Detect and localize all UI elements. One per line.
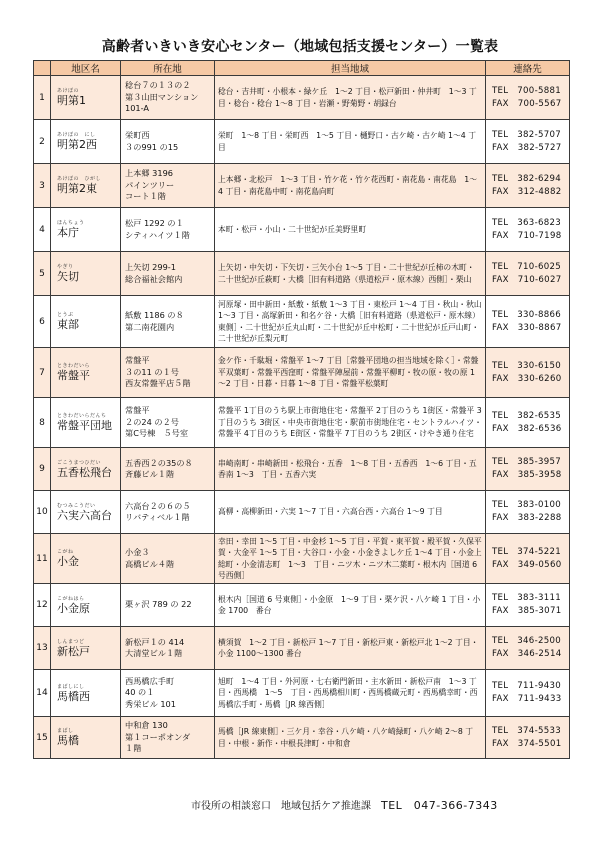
- address-line: 松戸 1292 の１: [125, 218, 184, 228]
- district-ruby: ごこうまつひだい: [57, 459, 102, 466]
- table-row: [34, 448, 570, 491]
- fax-number: FAX 382-5727: [492, 142, 562, 153]
- area-cell: 高柳・高柳新田・六実 1～7 丁目・六高台西・六高台 1～9 丁目: [215, 491, 486, 534]
- district-cell: [51, 76, 121, 120]
- district-name: 小金原: [57, 601, 90, 615]
- tel-number: TEL 383-0100: [492, 500, 562, 510]
- contact-cell: [486, 670, 570, 717]
- district-name: 常盤平団地: [57, 419, 112, 432]
- fax-number: FAX 330-6260: [492, 373, 562, 384]
- address-line: 小金３: [125, 547, 150, 557]
- contact-cell: [486, 534, 570, 584]
- address-line: 紙敷 1186 の８: [125, 310, 184, 320]
- address-cell: [121, 252, 215, 296]
- tel-number: TEL 382-5707: [492, 129, 562, 140]
- area-cell: 根木内［国道 6 号東側］・小金原 1～9 丁目・栗ケ沢・八ケ崎 1 丁目・小金 1700 番台: [215, 584, 486, 627]
- fax-number: FAX 374-5501: [492, 738, 562, 749]
- district-ruby: やぎり: [57, 264, 74, 270]
- contact-cell: [486, 448, 570, 491]
- district-name: 新松戸: [57, 644, 90, 658]
- fax-number: FAX 711-9433: [492, 694, 562, 704]
- address-line: 栄町西: [125, 130, 150, 140]
- address-line: 第１コーポオンダ: [125, 731, 191, 742]
- row-number: 6: [34, 296, 51, 348]
- address-line: 六高台２の６の５: [125, 500, 191, 511]
- address-cell: [121, 491, 215, 534]
- fax-number: FAX 700-5567: [492, 98, 562, 109]
- row-number: 4: [34, 208, 51, 252]
- address-cell: [121, 627, 215, 670]
- address-cell: [121, 76, 215, 120]
- footer-phone: TEL 047-366-7343: [381, 799, 498, 812]
- address-cell: [121, 120, 215, 164]
- table-row: [34, 717, 570, 759]
- district-cell: [51, 120, 121, 164]
- area-cell: 稔台・吉井町・小根本・緑ケ丘 1～2 丁目・松戸新田・仲井町 1～3 丁目・稔台・稔台 1～8 丁目・岩瀬・野菊野・胡録台: [215, 76, 486, 120]
- table-row: [34, 627, 570, 670]
- fax-number: FAX 349-0560: [492, 559, 562, 570]
- row-number: 9: [34, 448, 51, 491]
- contact-cell: [486, 584, 570, 627]
- district-ruby: ときわだいら: [57, 363, 91, 369]
- district-ruby: こがね: [57, 549, 74, 555]
- address-line: シティハイツ１階: [125, 229, 190, 240]
- table-row: [34, 164, 570, 208]
- page-title: 高齢者いきいき安心センター（地域包括支援センター）一覧表: [101, 39, 499, 55]
- table-row: [34, 398, 570, 448]
- address-line: リバティベル１階: [125, 512, 190, 522]
- tel-number: TEL 710-6025: [492, 261, 562, 272]
- area-cell: 河原塚・田中新田・紙敷・紙敷 1～3 丁目・東松戸 1～4 丁目・秋山・秋山 1～3 丁目・高塚新田・和名ケ谷・大橋［旧有料道路（県道松戸・原木線）東側］・二十世紀が丘丸山町・二十世紀が丘中松町・二十世紀が丘戸山町・二十世紀が丘梨元町: [215, 296, 486, 348]
- district-name: 六実六高台: [57, 508, 112, 522]
- district-cell: [51, 448, 121, 491]
- contact-cell: [486, 296, 570, 348]
- address-line: 斉藤ビル１階: [125, 469, 175, 479]
- address-line: 西馬橋広手町: [125, 675, 175, 686]
- district-name: 馬橋西: [57, 689, 90, 703]
- district-cell: [51, 164, 121, 208]
- contact-cell: [486, 398, 570, 448]
- district-ruby: ほんちょう: [57, 220, 85, 226]
- address-cell: [121, 717, 215, 759]
- row-number: 11: [34, 534, 51, 584]
- district-ruby: こがねはら: [57, 595, 85, 602]
- address-line: 第二南花園内: [125, 321, 175, 332]
- address-line: 五香西２の35の８: [125, 457, 193, 468]
- district-name: 東部: [57, 318, 79, 331]
- address-line: 秀栄ビル 101: [125, 698, 176, 709]
- district-cell: [51, 252, 121, 296]
- header-no: [34, 61, 51, 76]
- table-body: [34, 76, 570, 759]
- address-cell: [121, 584, 215, 627]
- table-row: [34, 76, 570, 120]
- area-cell: 常盤平 1丁目のうち駅上市街地住宅・常盤平 2丁目のうち 1街区・常盤平 3丁目のうち 3街区・中央市街地住宅・駅前市街地住宅・セントラルハイツ・常盤平 4丁目のうち E街区・常盤平 7丁目のうち 2街区・けやき通り住宅: [215, 398, 486, 448]
- fax-number: FAX 330-8867: [492, 322, 562, 333]
- district-ruby: まばしにし: [57, 683, 85, 690]
- district-ruby: ときわだいらだんち: [57, 413, 107, 419]
- tel-number: TEL 382-6294: [492, 173, 562, 184]
- row-number: 13: [34, 627, 51, 670]
- tel-number: TEL 330-8866: [492, 309, 562, 320]
- district-name: 本庁: [57, 226, 79, 239]
- address-line: パインツリー: [125, 179, 175, 190]
- contact-cell: [486, 208, 570, 252]
- district-cell: [51, 296, 121, 348]
- district-ruby: あけぼの: [57, 88, 80, 94]
- district-name: 矢切: [57, 270, 79, 283]
- area-cell: 横須賀 1～2 丁目・新松戸 1～7 丁目・新松戸東・新松戸北 1～2 丁目・小金 1100～1300 番台: [215, 627, 486, 670]
- address-line: １階: [125, 743, 142, 754]
- table-row: [34, 534, 570, 584]
- area-cell: 旭町 1～4 丁目・外河原・七右衛門新田・主水新田・新松戸南 1～3 丁目・西馬橋 1～5 丁目・西馬橋相川町・西馬橋蔵元町・西馬橋幸町・西馬橋広手町・馬橋［JR 線西側］: [215, 670, 486, 717]
- address-line: 栗ヶ沢 789 の 22: [125, 599, 192, 610]
- address-line: 常盤平: [125, 405, 150, 416]
- area-cell: 栄町 1～8 丁目・栄町西 1～5 丁目・樋野口・古ケ崎・古ケ崎 1～4 丁目: [215, 120, 486, 164]
- footer-text: 市役所の相談窓口 地域包括ケア推進課: [191, 801, 371, 812]
- area-cell: 上本郷・北松戸 1～3 丁目・竹ケ花・竹ケ花西町・南花島・南花島 1～4 丁目・南花島中町・南花島向町: [215, 164, 486, 208]
- address-line: 上矢切 299-1: [125, 262, 176, 272]
- address-cell: [121, 448, 215, 491]
- address-line: ２の24 の２号: [125, 416, 179, 427]
- district-name: 馬橋: [57, 734, 79, 747]
- district-cell: [51, 534, 121, 584]
- row-number: 5: [34, 252, 51, 296]
- row-number: 2: [34, 120, 51, 164]
- address-cell: [121, 398, 215, 448]
- district-name: 明第1: [57, 94, 86, 107]
- district-cell: [51, 208, 121, 252]
- row-number: 10: [34, 491, 51, 534]
- table-row: [34, 584, 570, 627]
- district-cell: [51, 670, 121, 717]
- address-cell: [121, 296, 215, 348]
- area-cell: 上矢切・中矢切・下矢切・三矢小台 1～5 丁目・二十世紀が丘柿の木町・二十世紀が丘萩町・大橋［旧有料道路（県道松戸・原木線）西側］・栗山: [215, 252, 486, 296]
- address-line: 40 の１: [125, 687, 155, 698]
- fax-number: FAX 312-4882: [492, 186, 562, 197]
- row-number: 15: [34, 717, 51, 759]
- table-row: [34, 348, 570, 398]
- area-cell: 馬橋［JR 線東側］・三ケ月・幸谷・八ケ崎・八ケ崎緑町・八ケ崎 2～8 丁目・中根・新作・中根長津町・中和倉: [215, 717, 486, 759]
- table-row: [34, 252, 570, 296]
- tel-number: TEL 330-6150: [492, 360, 562, 371]
- address-line: 上本郷 3196: [125, 168, 174, 179]
- table-row: [34, 670, 570, 717]
- district-name: 明第2西: [57, 138, 97, 151]
- row-number: 8: [34, 398, 51, 448]
- address-cell: [121, 534, 215, 584]
- area-cell: 幸田・幸田 1～5 丁目・中金杉 1～5 丁目・平賀・東平賀・殿平賀・久保平賀・大金平 1～5 丁目・大谷口・小金・小金きよしケ丘 1～4 丁目・小金上総町・小金清志町 1～3 丁目・ニツ木・ニツ木二葉町・根木内［国道 6 号西側］: [215, 534, 486, 584]
- address-cell: [121, 208, 215, 252]
- contact-cell: [486, 76, 570, 120]
- address-line: ３の991 の15: [125, 141, 179, 152]
- fax-number: FAX 710-6027: [492, 274, 562, 285]
- contact-cell: [486, 120, 570, 164]
- district-cell: [51, 584, 121, 627]
- header-area: 担当地域: [215, 61, 486, 76]
- tel-number: TEL 711-9430: [492, 681, 562, 691]
- district-name: 小金: [57, 555, 79, 568]
- header-address: 所在地: [121, 61, 215, 76]
- row-number: 7: [34, 348, 51, 398]
- area-cell: 本町・松戸・小山・二十世紀が丘美野里町: [215, 208, 486, 252]
- address-line: 総合福祉会館内: [125, 273, 183, 284]
- tel-number: TEL 383-3111: [492, 593, 562, 603]
- table-row: [34, 491, 570, 534]
- table-row: [34, 120, 570, 164]
- header-contact: 連絡先: [486, 61, 570, 76]
- contact-cell: [486, 627, 570, 670]
- district-ruby: しんまつど: [57, 638, 85, 645]
- row-number: 12: [34, 584, 51, 627]
- fax-number: FAX 710-7198: [492, 230, 562, 241]
- district-ruby: まばし: [57, 728, 74, 734]
- row-number: 14: [34, 670, 51, 717]
- tel-number: TEL 363-6823: [492, 217, 562, 228]
- fax-number: FAX 385-3071: [492, 606, 562, 616]
- address-line: 常盤平: [125, 355, 150, 366]
- fax-number: FAX 385-3958: [492, 470, 562, 480]
- table-header-row: [34, 61, 570, 76]
- contact-cell: [486, 252, 570, 296]
- address-cell: [121, 348, 215, 398]
- district-cell: [51, 348, 121, 398]
- address-line: 101-A: [125, 103, 150, 114]
- district-name: 常盤平: [57, 369, 90, 382]
- tel-number: TEL 346-2500: [492, 636, 562, 646]
- address-cell: [121, 164, 215, 208]
- tel-number: TEL 385-3957: [492, 457, 562, 467]
- contact-cell: [486, 348, 570, 398]
- table-row: [34, 296, 570, 348]
- district-name: 明第2東: [57, 182, 97, 195]
- table-row: [34, 208, 570, 252]
- row-number: 1: [34, 76, 51, 120]
- address-cell: [121, 670, 215, 717]
- district-ruby: あけぼの ひがし: [57, 176, 102, 182]
- address-line: 第３山田マンション: [125, 91, 199, 102]
- address-line: 中和倉 130: [125, 720, 168, 731]
- contact-cell: [486, 717, 570, 759]
- address-line: 西友常盤平店５階: [125, 378, 191, 389]
- tel-number: TEL 374-5221: [492, 546, 562, 557]
- row-number: 3: [34, 164, 51, 208]
- header-district: 地区名: [51, 61, 121, 76]
- address-line: コート１階: [125, 191, 166, 202]
- tel-number: TEL 374-5533: [492, 725, 562, 736]
- address-line: 第C号棟 ５号室: [125, 428, 189, 439]
- center-list-table: [33, 60, 570, 759]
- district-cell: [51, 627, 121, 670]
- address-line: 新松戸１の 414: [125, 636, 185, 647]
- district-cell: [51, 491, 121, 534]
- area-cell: 串崎南町・串崎新田・松飛台・五香 1～8 丁目・五香西 1～6 丁目・五香南 1～3 丁目・五香六実: [215, 448, 486, 491]
- fax-number: FAX 382-6536: [492, 423, 562, 434]
- district-cell: [51, 398, 121, 448]
- district-name: 五香松飛台: [57, 465, 112, 479]
- district-ruby: とうぶ: [57, 312, 74, 318]
- address-line: 稔台７の１３の２: [125, 80, 191, 91]
- district-ruby: あけぼの にし: [57, 132, 96, 138]
- tel-number: TEL 382-6535: [492, 410, 562, 421]
- fax-number: FAX 383-2288: [492, 513, 562, 523]
- district-cell: [51, 717, 121, 759]
- contact-cell: [486, 164, 570, 208]
- district-ruby: むつみこうだい: [57, 502, 96, 509]
- contact-cell: [486, 491, 570, 534]
- address-line: 高橋ビル４階: [125, 558, 175, 569]
- area-cell: 金ケ作・千駄堀・常盤平 1～7 丁目［常盤平団地の担当地域を除く］・常盤平双葉町・常盤平西窪町・常盤平陣屋前・常盤平柳町・牧の原・牧の原 1～2 丁目・日暮・日暮 1～8 丁目・常盤平松葉町: [215, 348, 486, 398]
- footer: [191, 797, 498, 813]
- address-line: ３の11 の１号: [125, 366, 179, 377]
- fax-number: FAX 346-2514: [492, 649, 562, 659]
- tel-number: TEL 700-5881: [492, 85, 562, 96]
- address-line: 大清堂ビル１階: [125, 648, 183, 658]
